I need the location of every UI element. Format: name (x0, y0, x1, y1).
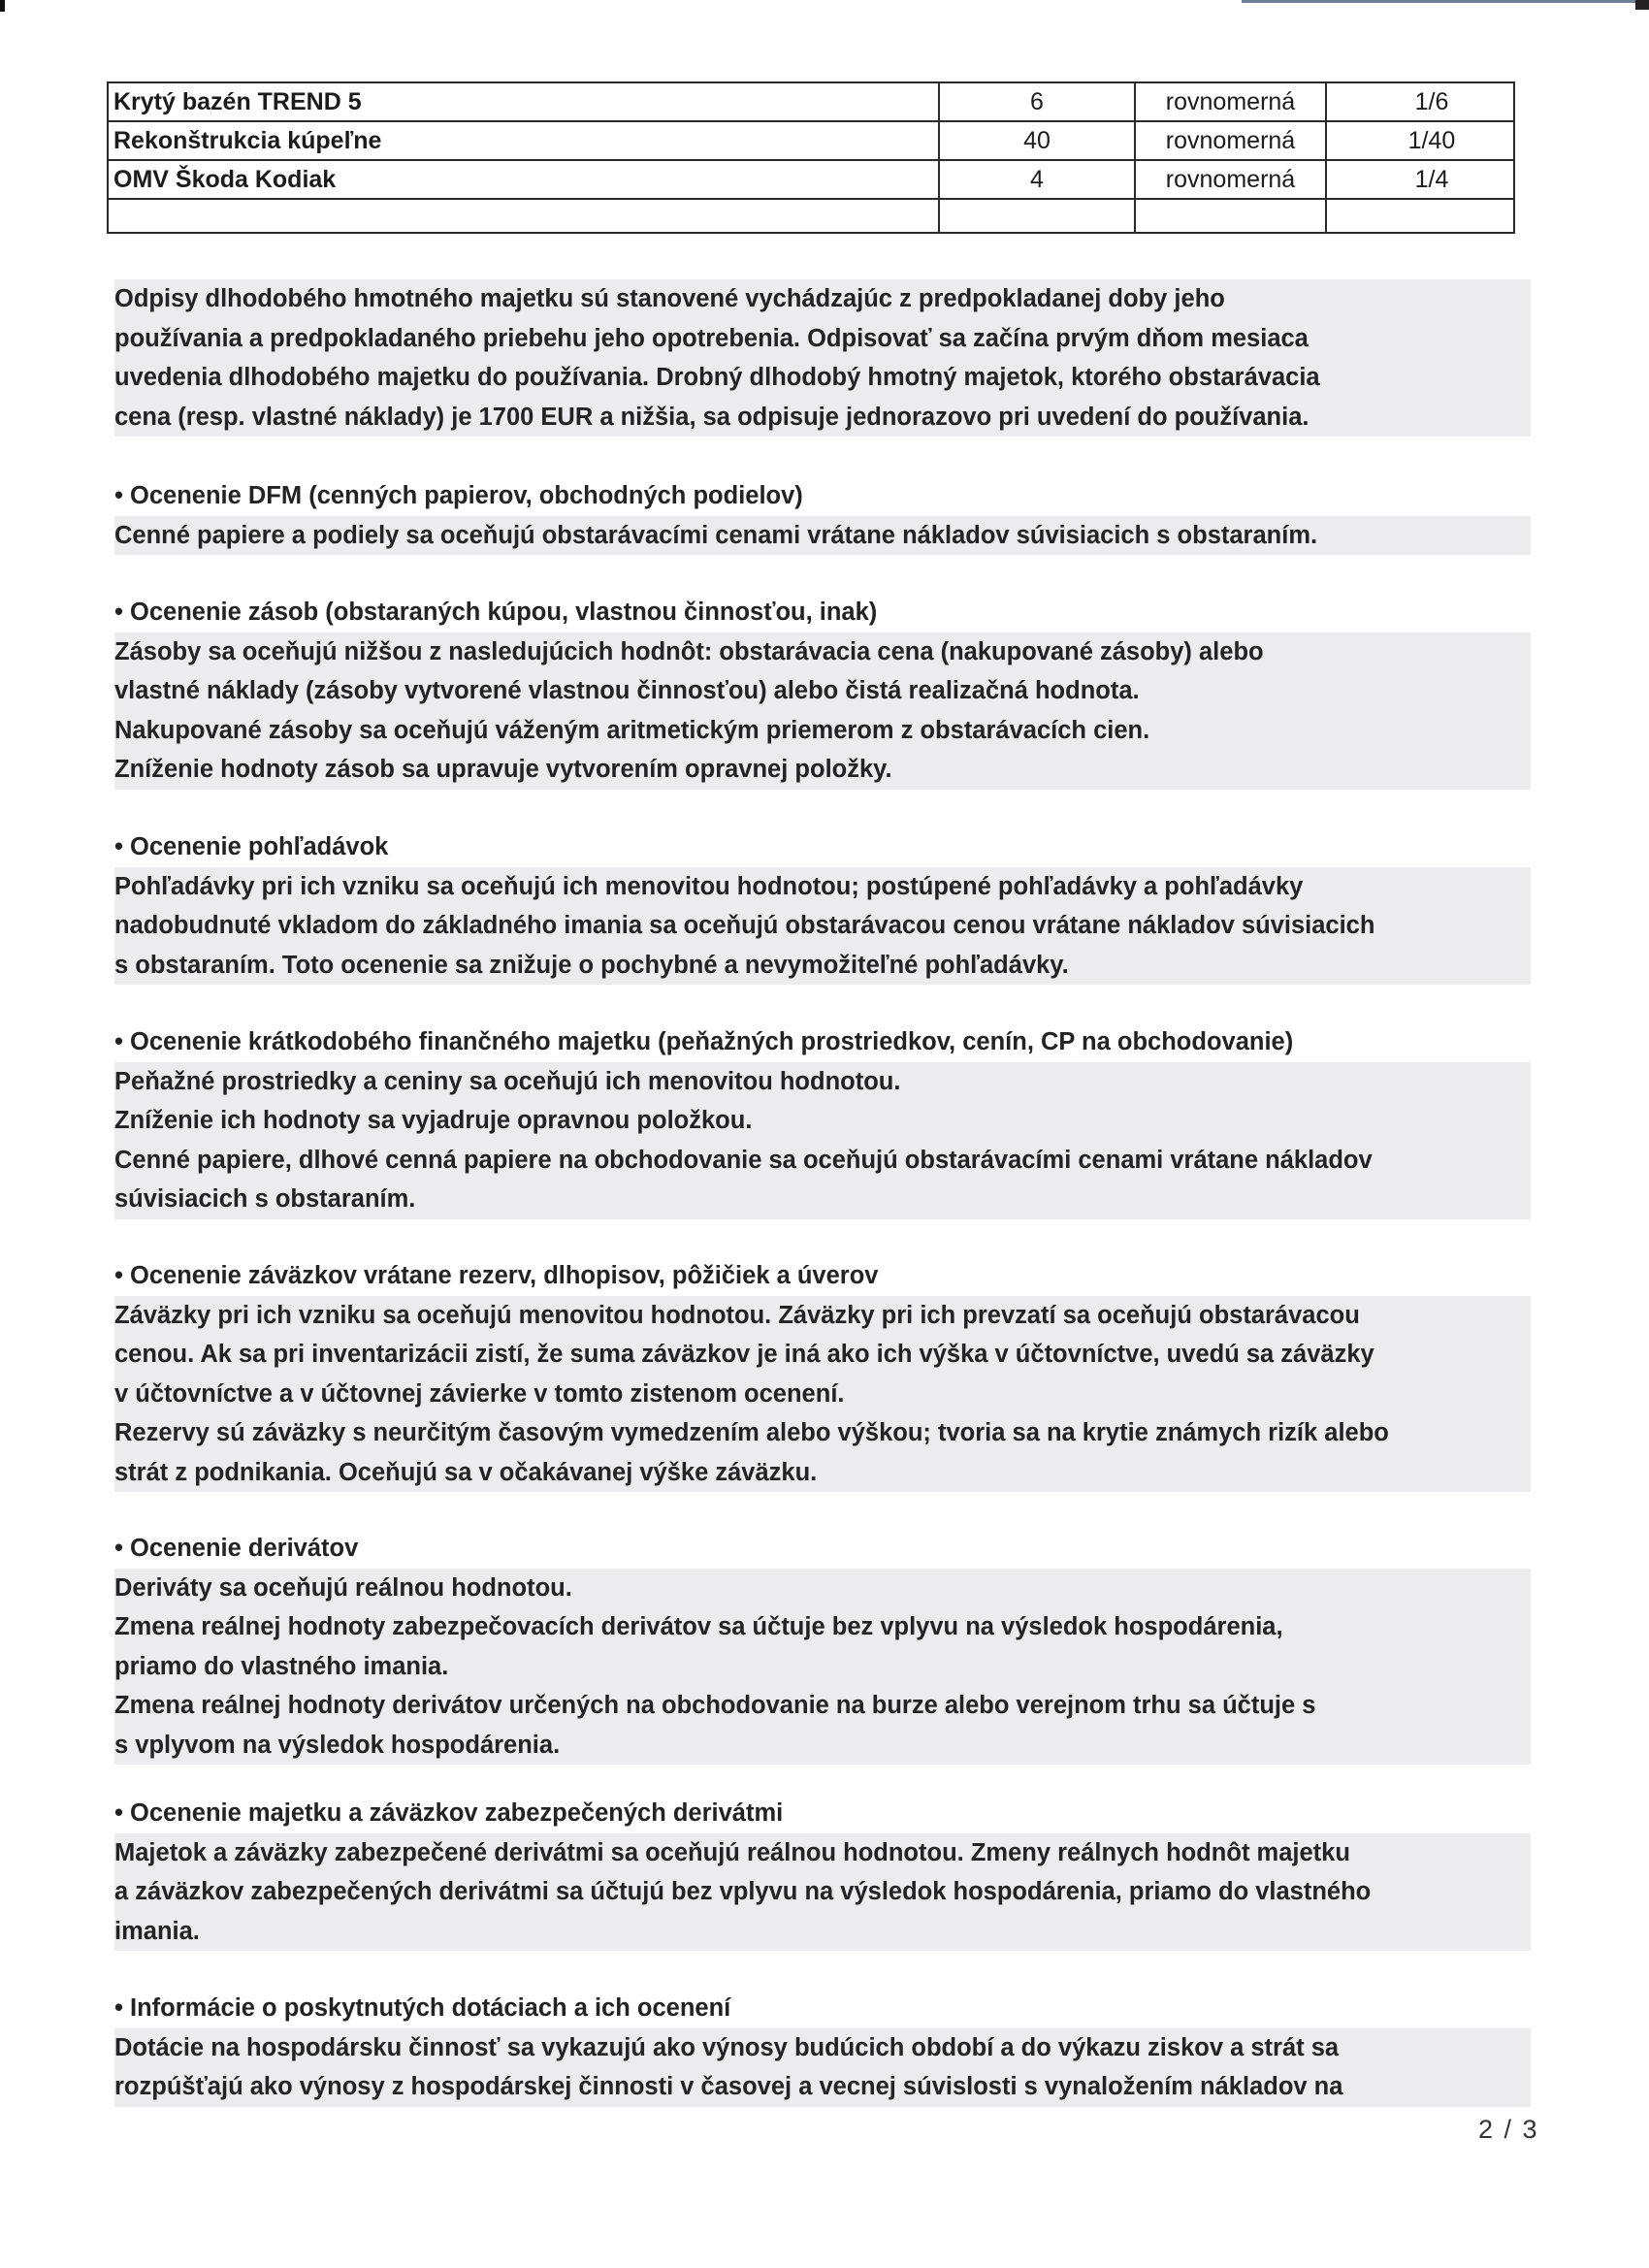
text-line: nadobudnuté vkladom do základného imania sa oceňujú obstarávacou cenou vrátane nákladov súvisiacich (114, 906, 1531, 946)
depreciation-rate-cell: 1/4 (1326, 160, 1514, 199)
text-line: uvedenia dlhodobého majetku do používania. Drobný dlhodobý hmotný majetok, ktorého obstarávacia (114, 358, 1531, 398)
section-inventory (114, 593, 1531, 790)
section-heading: • Ocenenie derivátov (114, 1535, 359, 1562)
table-row (108, 160, 1514, 199)
section-heading: • Ocenenie zásob (obstaraných kúpou, vlastnou činnosťou, inak) (114, 599, 878, 626)
table-row (108, 121, 1514, 160)
depreciation-method-cell: rovnomerná (1135, 121, 1326, 160)
asset-name-cell (108, 199, 939, 233)
useful-life-cell: 6 (939, 82, 1135, 121)
text-line: Pohľadávky pri ich vzniku sa oceňujú ich menovitou hodnotou; postúpené pohľadávky a pohľadávky (114, 867, 1531, 907)
section-heading: • Ocenenie majetku a záväzkov zabezpečených derivátmi (114, 1799, 784, 1827)
text-line: Majetok a záväzky zabezpečené derivátmi sa oceňujú reálnou hodnotou. Zmeny reálnych hodnôt majetku (114, 1833, 1531, 1873)
text-line: Zmena reálnej hodnoty zabezpečovacích derivátov sa účtuje bez vplyvu na výsledok hospodárenia, (114, 1607, 1531, 1647)
text-line: Zásoby sa oceňujú nižšou z nasledujúcich hodnôt: obstarávacia cena (nakupované zásoby) alebo (114, 632, 1531, 672)
text-line: Cenné papiere a podiely sa oceňujú obstarávacími cenami vrátane nákladov súvisiacich s obstaraním. (114, 516, 1531, 556)
useful-life-cell (939, 199, 1135, 233)
section-dfm (114, 476, 1531, 555)
depreciation-rate-cell: 1/40 (1326, 121, 1514, 160)
scan-corner-mark (0, 0, 5, 12)
asset-name-cell: Krytý bazén TREND 5 (108, 82, 939, 121)
text-line: s vplyvom na výsledok hospodárenia. (114, 1726, 1531, 1766)
text-line: Peňažné prostriedky a ceniny sa oceňujú ich menovitou hodnotou. (114, 1062, 1531, 1102)
section-short-term-financial-assets (114, 1022, 1531, 1219)
text-line: súvisiacich s obstaraním. (114, 1180, 1531, 1219)
section-receivables (114, 827, 1531, 985)
text-line: a záväzkov zabezpečených derivátmi sa účtujú bez vplyvu na výsledok hospodárenia, priamo do vlastného (114, 1872, 1531, 1912)
text-line: cenou. Ak sa pri inventarizácii zistí, že suma záväzkov je iná ako ich výška v účtovníctve, uvedú sa záväzky (114, 1335, 1531, 1375)
text-line: strát z podnikania. Oceňujú sa v očakávanej výške záväzku. (114, 1453, 1531, 1493)
depreciation-rate-cell: 1/6 (1326, 82, 1514, 121)
depreciation-method-cell: rovnomerná (1135, 160, 1326, 199)
text-line: Cenné papiere, dlhové cenná papiere na obchodovanie sa oceňujú obstarávacími cenami vrátane nákladov (114, 1141, 1531, 1181)
depreciation-method-cell (1135, 199, 1326, 233)
useful-life-cell: 4 (939, 160, 1135, 199)
text-line: Nakupované zásoby sa oceňujú váženým aritmetickým priemerom z obstarávacích cien. (114, 711, 1531, 751)
section-hedged-items (114, 1794, 1531, 1951)
text-line: Zmena reálnej hodnoty derivátov určených na obchodovanie na burze alebo verejnom trhu sa účtuje s (114, 1686, 1531, 1726)
scan-top-rule-end (1635, 0, 1649, 10)
text-line: Deriváty sa oceňujú reálnou hodnotou. (114, 1569, 1531, 1608)
text-line: rozpúšťajú ako výnosy z hospodárskej činnosti v časovej a vecnej súvislosti s vynaložením nákladov na (114, 2067, 1531, 2107)
section-liabilities (114, 1256, 1531, 1492)
text-line: Záväzky pri ich vzniku sa oceňujú menovitou hodnotou. Záväzky pri ich prevzatí sa oceňujú obstarávacou (114, 1296, 1531, 1336)
text-line: Zníženie ich hodnoty sa vyjadruje opravnou položkou. (114, 1101, 1531, 1141)
text-line: imania. (114, 1912, 1531, 1952)
page-number: 2 / 3 (1478, 2115, 1539, 2144)
depreciation-rate-cell (1326, 199, 1514, 233)
scan-top-rule (1242, 0, 1649, 3)
text-line: používania a predpokladaného priebehu jeho opotrebenia. Odpisovať sa začína prvým dňom mesiaca (114, 319, 1531, 359)
section-derivatives (114, 1529, 1531, 1765)
section-heading: • Ocenenie krátkodobého finančného majetku (peňažných prostriedkov, cenín, CP na obchodovanie) (114, 1028, 1294, 1055)
text-line: priamo do vlastného imania. (114, 1647, 1531, 1687)
asset-name-cell: OMV Škoda Kodiak (108, 160, 939, 199)
text-line: Dotácie na hospodársku činnosť sa vykazujú ako výnosy budúcich období a do výkazu ziskov a strát sa (114, 2028, 1531, 2068)
useful-life-cell: 40 (939, 121, 1135, 160)
asset-name-cell: Rekonštrukcia kúpeľne (108, 121, 939, 160)
text-line: vlastné náklady (zásoby vytvorené vlastnou činnosťou) alebo čistá realizačná hodnota. (114, 671, 1531, 711)
text-line: Odpisy dlhodobého hmotného majetku sú stanovené vychádzajúc z predpokladanej doby jeho (114, 279, 1531, 319)
text-line: Zníženie hodnoty zásob sa upravuje vytvorením opravnej položky. (114, 750, 1531, 790)
depreciation-method-cell: rovnomerná (1135, 82, 1326, 121)
table-row (108, 199, 1514, 233)
section-heading: • Ocenenie záväzkov vrátane rezerv, dlhopisov, pôžičiek a úverov (114, 1262, 879, 1289)
text-line: cena (resp. vlastné náklady) je 1700 EUR a nižšia, sa odpisuje jednorazovo pri uvedení do používania. (114, 398, 1531, 437)
depreciation-asset-table (107, 81, 1515, 234)
section-heading: • Ocenenie pohľadávok (114, 833, 389, 860)
section-heading: • Informácie o poskytnutých dotáciach a ich ocenení (114, 1994, 731, 2022)
depreciation-paragraph (114, 279, 1531, 437)
section-subsidies (114, 1989, 1531, 2107)
text-line: s obstaraním. Toto ocenenie sa znižuje o pochybné a nevymožiteľné pohľadávky. (114, 946, 1531, 986)
table-row (108, 82, 1514, 121)
text-line: v účtovníctve a v účtovnej závierke v tomto zistenom ocenení. (114, 1375, 1531, 1414)
text-line: Rezervy sú záväzky s neurčitým časovým vymedzením alebo výškou; tvoria sa na krytie známych rizík alebo (114, 1413, 1531, 1453)
section-heading: • Ocenenie DFM (cenných papierov, obchodných podielov) (114, 482, 803, 509)
